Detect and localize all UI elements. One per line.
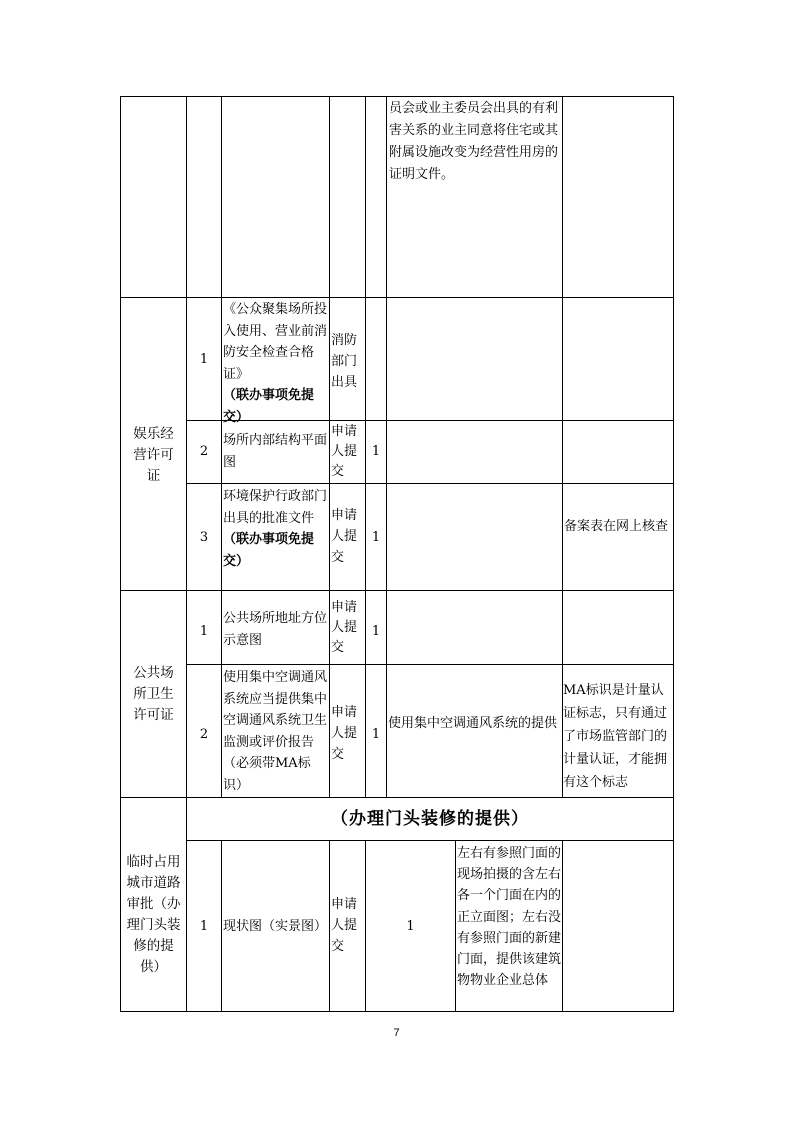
- source-applicant: 申请人提交: [331, 508, 358, 565]
- category-entertainment-license: 娱乐经营许可证: [133, 426, 174, 484]
- remark-online-check: 备案表在网上核查: [564, 519, 669, 534]
- column-divider: [386, 96, 387, 798]
- material-location-map: 公共场所地址方位示意图: [223, 611, 328, 648]
- material-air-conditioning-report: 使用集中空调通风系统应当提供集中空调通风系统卫生监测或评价报告（必须带MA标识）: [223, 670, 328, 793]
- material-text: 环境保护行政部门出具的批准文件: [223, 489, 328, 526]
- copies-count: 1: [371, 530, 381, 545]
- copies-count: 1: [371, 624, 381, 639]
- row-number: 1: [199, 624, 209, 639]
- source-applicant: 申请人提交: [331, 424, 358, 479]
- table-top-border: [120, 96, 674, 97]
- remark-ma-mark: MA标识是计量认证标志，只有通过了市场监管部门的计量认证，才能拥有这个标志: [563, 683, 668, 790]
- column-divider: [455, 840, 456, 1012]
- continued-requirement-text: 员会或业主委员会出具的有利害关系的业主同意将住宅或其附属设施改变为经营性用房的证明文件。: [389, 101, 559, 182]
- material-current-photo: 现状图（实景图）: [223, 919, 328, 934]
- joint-exempt-note: （联办事项免提交）: [223, 388, 315, 425]
- copies-count: 1: [371, 727, 381, 742]
- source-applicant: 申请人提交: [331, 705, 358, 762]
- table-right-border: [673, 96, 674, 1012]
- column-divider: [562, 840, 563, 1012]
- column-divider: [329, 96, 330, 798]
- column-divider: [329, 840, 330, 1012]
- column-divider: [186, 96, 187, 1012]
- row-number: 1: [199, 919, 209, 934]
- material-environment-approval: [223, 486, 329, 572]
- row-number: 2: [199, 444, 209, 459]
- page-number: 7: [393, 1027, 400, 1039]
- row-divider: [120, 590, 674, 591]
- row-number: 3: [199, 530, 209, 545]
- column-divider: [221, 96, 222, 798]
- category-road-occupation-approval: 临时占用城市道路审批（办理门头装修的提供）: [126, 854, 181, 975]
- source-applicant: 申请人提交: [331, 897, 358, 954]
- section-heading: （办理门头装修的提供）: [331, 809, 529, 829]
- source-applicant: 申请人提交: [331, 600, 358, 655]
- row-number: 1: [199, 352, 209, 367]
- row-divider: [186, 483, 674, 484]
- row-divider: [186, 840, 674, 841]
- row-divider: [120, 797, 674, 798]
- row-number: 2: [199, 727, 209, 742]
- joint-exempt-note: （联办事项免提交）: [223, 532, 315, 569]
- column-divider: [221, 840, 222, 1012]
- material-fire-safety-certificate: [223, 299, 329, 428]
- source-fire-dept: 消防部门出具: [331, 333, 358, 390]
- copies-count: 1: [371, 444, 381, 459]
- table-bottom-border: [120, 1011, 674, 1012]
- copies-count: 1: [406, 919, 415, 934]
- row-divider: [186, 664, 674, 665]
- requirement-central-ac: 使用集中空调通风系统的提供: [388, 716, 558, 731]
- material-floor-plan: 场所内部结构平面图: [223, 433, 328, 470]
- requirement-facade-photo: 左右有参照门面的现场拍摄的含左右各一个门面在内的正立面图；左右没有参照门面的新建门面，提供该建筑物物业企业总体: [457, 846, 562, 989]
- category-public-health-license: 公共场所卫生许可证: [133, 665, 174, 723]
- material-text: 《公众聚集场所投入使用、营业前消防安全检查合格证》: [223, 302, 328, 382]
- row-divider: [120, 297, 674, 298]
